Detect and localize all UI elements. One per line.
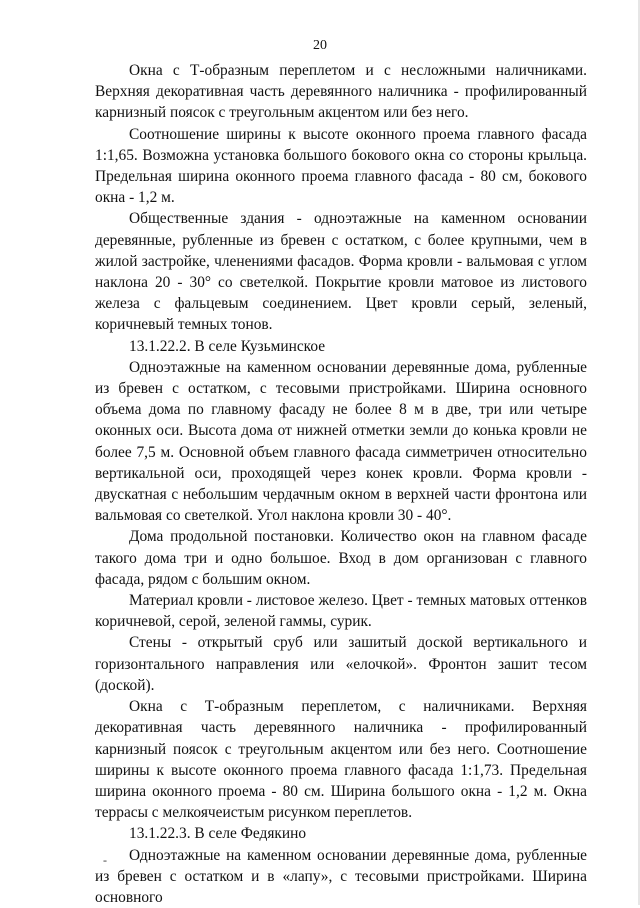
section-heading-fedyakino: 13.1.22.3. В селе Федякино (129, 825, 307, 843)
paragraph-walls: Стены - открытый сруб или зашитый доской вертикального и горизонтального направления или «елочкой». Фронтон зашит тесом (доской). (95, 634, 587, 694)
paragraph-kuzminskoe-houses: Одноэтажные на каменном основании деревянные дома, рубленные из бревен с остатком, с тесовыми пристройками. Ширина основного объема дома по главному фасаду не более 8 м в две, три или четыре оконных оси. Высота дома от нижней отметки земли до конька кровли не более 7,5 м. Основной объем главного фасада симметричен относительно вертикальной оси, проходящей через конек кровли. Форма кровли - двускатная с небольшим чердачным окном в верхней части фронтона или вальмовая со светелкой. Угол наклона кровли 30 - 40°. (95, 358, 587, 525)
paragraph-windows-kuzminskoe: Окна с Т-образным переплетом, с наличниками. Верхняя декоративная часть деревянного наличника - профилированный карнизный поясок с треугольным акцентом или без него. Соотношение ширины к высоте оконного проема главного фасада 1:1,73. Предельная ширина оконного проема - 80 см. Ширина большого окна - 1,2 м. Окна террасы с мелкоячеистым рисунком переплетов. (95, 698, 587, 822)
scan-mark: - (103, 853, 107, 867)
section-heading-kuzminskoe: 13.1.22.2. В селе Кузьминское (129, 337, 326, 355)
paragraph-public-buildings: Общественные здания - одноэтажные на каменном основании деревянные, рубленные из бревен с остатком, с более крупными, чем в жилой застройке, членениями фасадов. Форма кровли - вальмовая с углом наклона 20 - 30° со светелкой. Покрытие кровли матовое из листового железа с фальцевым соединением. Цвет кровли серый, зеленый, коричневый темных тонов. (95, 210, 587, 334)
paragraph-fedyakino-houses: Одноэтажные на каменном основании деревянные дома, рубленные из бревен с остатком и в «лапу», с тесовыми пристройками. Ширина основного (95, 846, 587, 906)
paragraph-window-ratio: Соотношение ширины к высоте оконного проема главного фасада 1:1,65. Возможна установка большого бокового окна со стороны крыльца. Предельная ширина оконного проема главного фасада - 80 см, бокового окна - 1,2 м. (95, 125, 587, 207)
paragraph-roof-material: Материал кровли - листовое железо. Цвет - темных матовых оттенков коричневой, серой, зеленой гаммы, сурик. (95, 592, 587, 631)
document-body (95, 60, 587, 908)
paragraph-windows-intro: Окна с Т-образным переплетом и с несложными наличниками. Верхняя декоративная часть деревянного наличника - профилированный карнизный поясок с треугольным акцентом или без него. (95, 62, 587, 122)
page-number: 20 (313, 38, 327, 53)
paragraph-house-orientation: Дома продольной постановки. Количество окон на главном фасаде такого дома три и одно большое. Вход в дом организован с главного фасада, рядом с большим окном. (95, 528, 587, 588)
